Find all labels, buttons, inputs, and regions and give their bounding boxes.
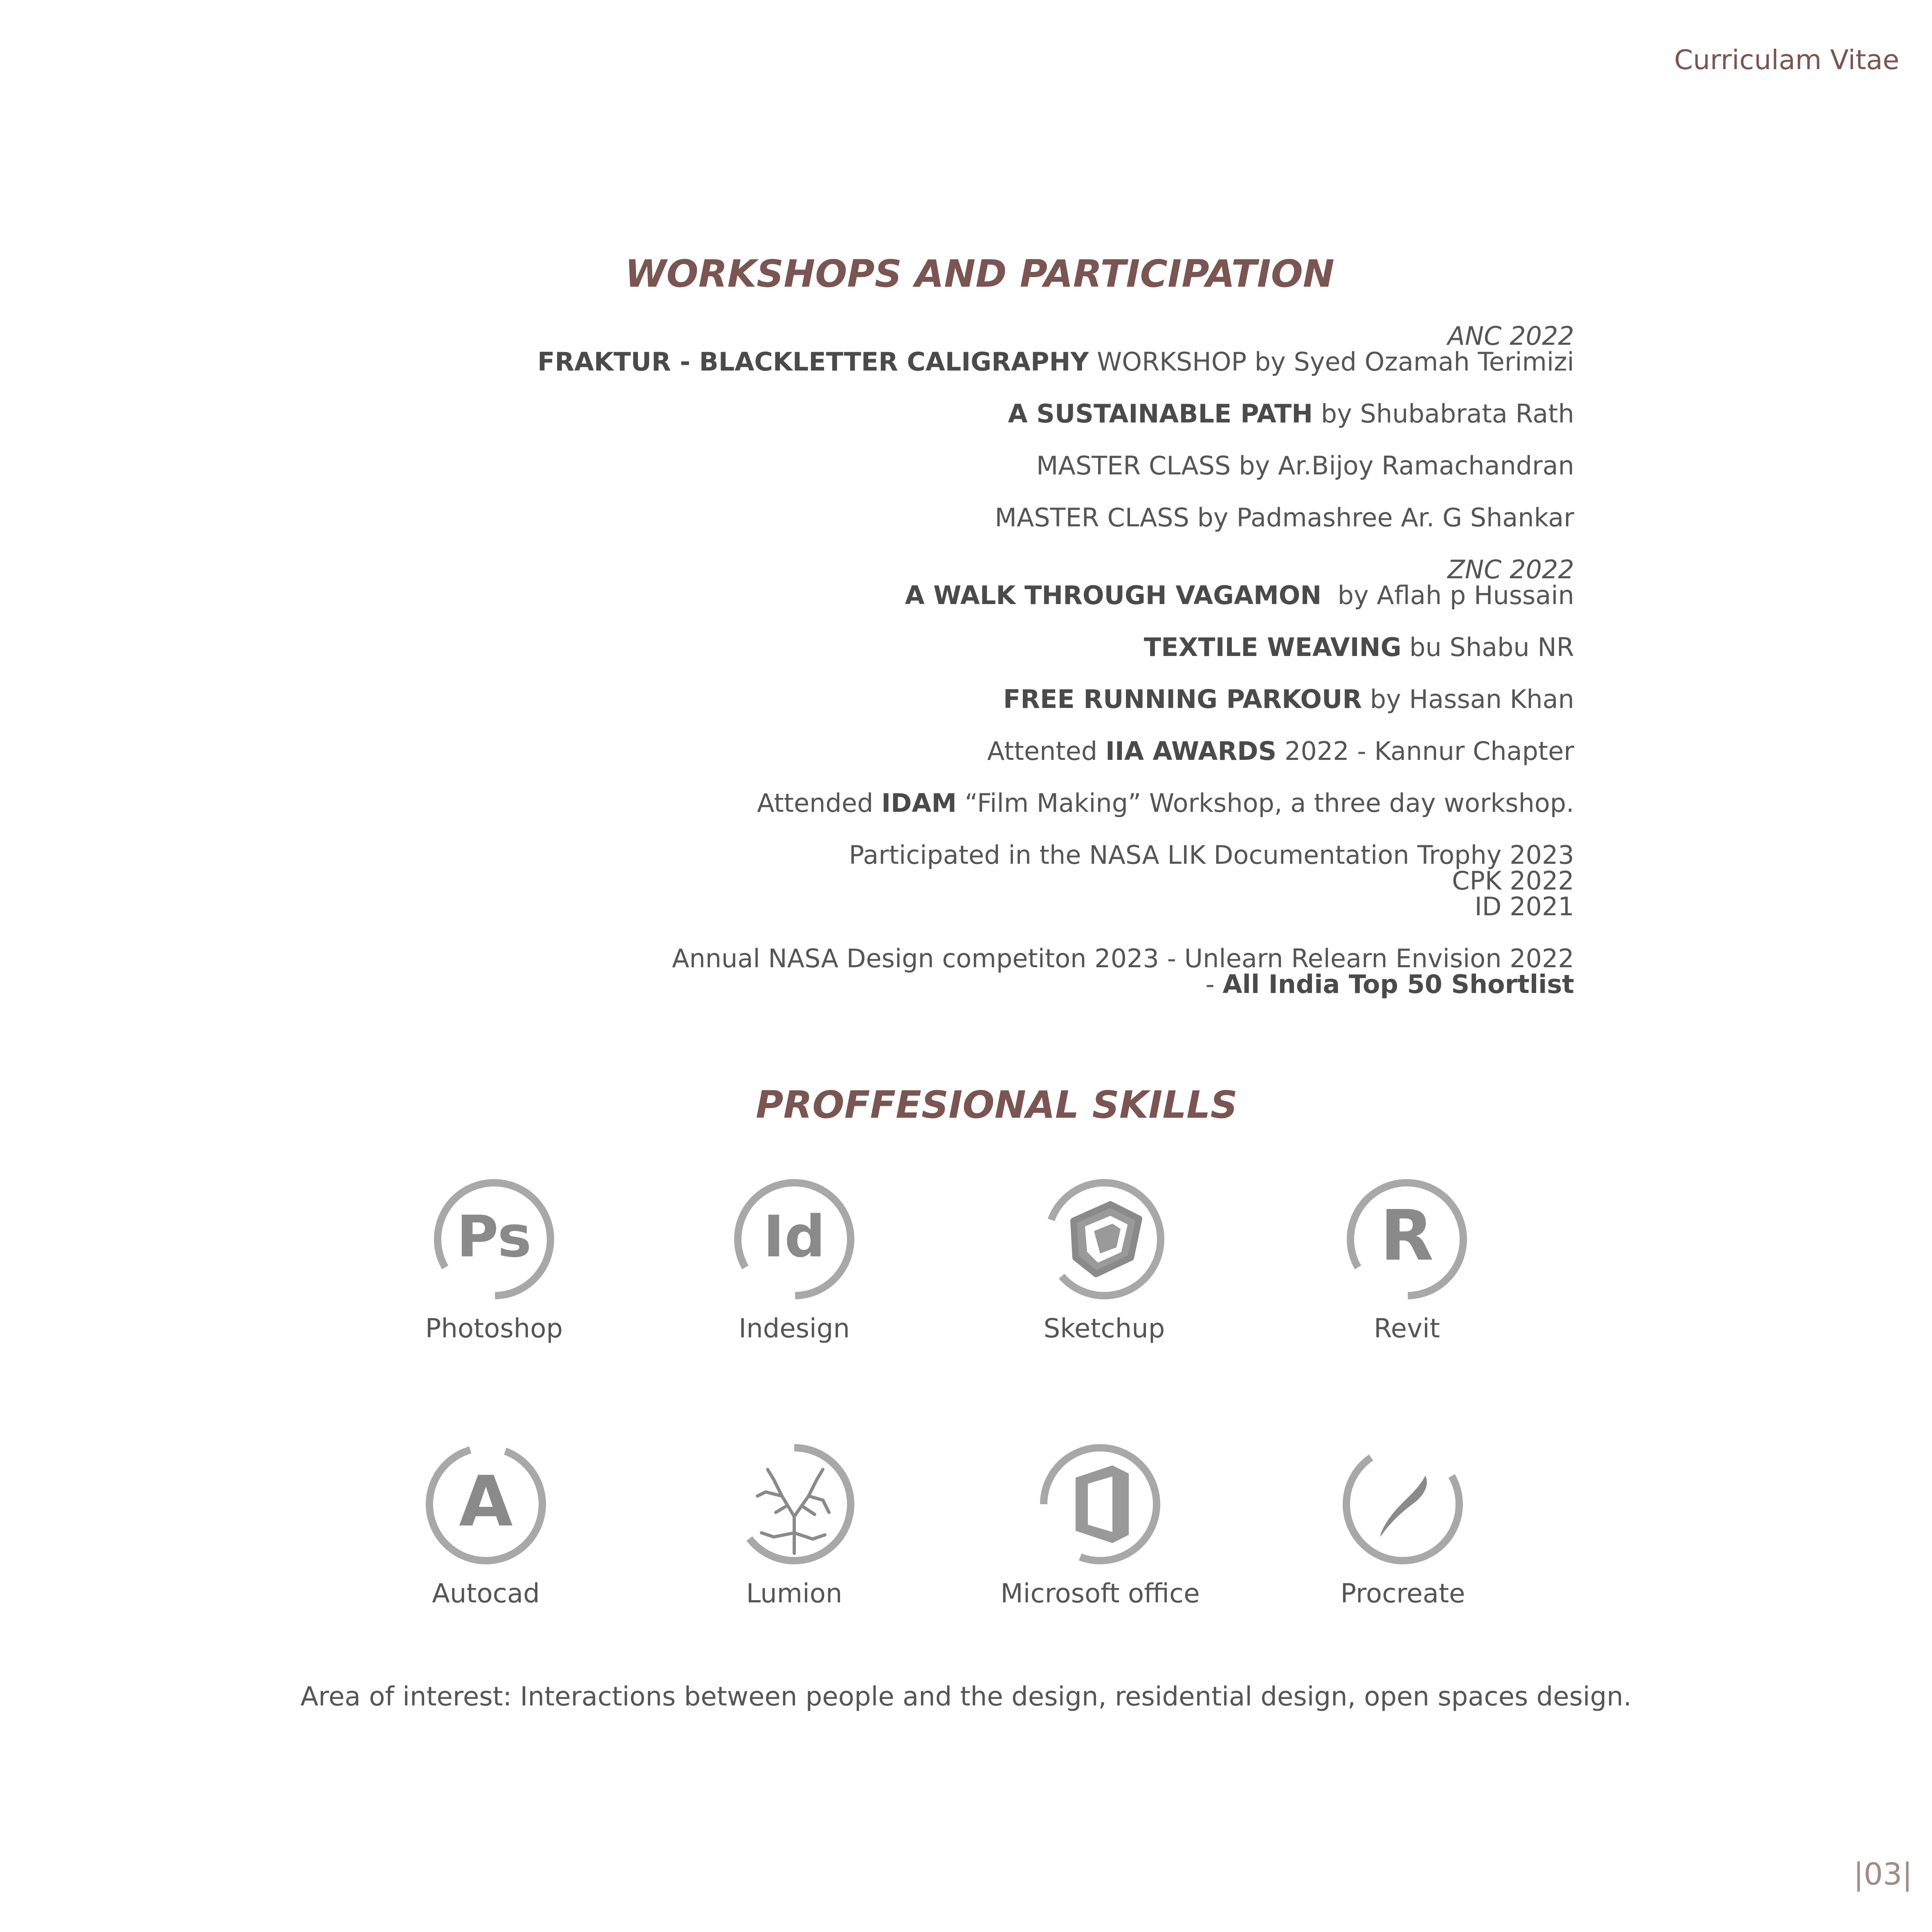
sketchup-icon xyxy=(1035,1170,1174,1309)
skill-autocad xyxy=(359,1435,613,1609)
workshop-entry-text: Annual NASA Design competiton 2023 - Unlearn Relearn Envision 2022 xyxy=(672,944,1574,973)
indesign-glyph: Id xyxy=(763,1204,826,1270)
skill-microsoft-office xyxy=(973,1435,1227,1609)
workshop-entry-bold: A WALK THROUGH VAGAMON xyxy=(905,580,1322,610)
workshop-entry-text: - xyxy=(1205,969,1223,999)
skill-photoshop xyxy=(367,1170,621,1344)
revit-glyph: R xyxy=(1380,1195,1434,1276)
skill-indesign xyxy=(667,1170,921,1344)
workshop-entry-bold: IDAM xyxy=(881,788,957,818)
workshop-entry-text: ID 2021 xyxy=(1474,892,1574,921)
workshop-entry-text: WORKSHOP by Syed Ozamah Terimizi xyxy=(1089,347,1574,377)
workshop-entry-text: CPK 2022 xyxy=(1452,866,1574,896)
skill-label: Sketchup xyxy=(1043,1314,1165,1344)
area-of-interest: Area of interest: Interactions between people and the design, residential design, open spaces design. xyxy=(300,1682,1632,1712)
workshop-entry-bold: A SUSTAINABLE PATH xyxy=(1008,399,1313,429)
photoshop-icon xyxy=(425,1170,564,1309)
workshop-entry-text: Attended xyxy=(757,788,881,818)
skill-label: Photoshop xyxy=(425,1314,563,1344)
skill-label: Revit xyxy=(1374,1314,1440,1344)
workshop-entry-bold: FREE RUNNING PARKOUR xyxy=(1003,684,1362,714)
workshop-entry-text: MASTER CLASS by Padmashree Ar. G Shankar xyxy=(995,503,1574,532)
microsoft-office-icon xyxy=(1031,1435,1170,1574)
workshop-entry-text: by Shubabrata Rath xyxy=(1313,399,1574,429)
workshop-entry-bold: TEXTILE WEAVING xyxy=(1143,632,1402,662)
skill-label: Lumion xyxy=(746,1579,842,1609)
workshop-entry-text: Participated in the NASA LIK Documentation Trophy 2023 xyxy=(849,840,1574,870)
workshop-entry-bold: All India Top 50 Shortlist xyxy=(1222,969,1574,999)
autocad-icon xyxy=(416,1435,555,1574)
workshop-entry-text: Attented xyxy=(987,736,1105,766)
workshop-entry-text: ANC 2022 xyxy=(1447,321,1574,351)
skill-label: Microsoft office xyxy=(1000,1579,1200,1609)
workshop-entry-text: bu Shabu NR xyxy=(1401,632,1574,662)
skill-procreate xyxy=(1276,1435,1530,1609)
skill-label: Indesign xyxy=(739,1314,850,1344)
workshop-entry-bold: IIA AWARDS xyxy=(1105,736,1277,766)
workshop-entry-text: by Aflah p Hussain xyxy=(1321,580,1574,610)
skill-lumion xyxy=(667,1435,921,1609)
page-number: |03| xyxy=(1853,1857,1912,1892)
skill-label: Procreate xyxy=(1340,1579,1465,1609)
autocad-glyph: A xyxy=(459,1461,513,1542)
skill-sketchup xyxy=(977,1170,1231,1344)
revit-icon xyxy=(1337,1170,1476,1309)
workshop-entry-text: “Film Making” Workshop, a three day workshop. xyxy=(957,788,1574,818)
procreate-icon xyxy=(1333,1435,1472,1574)
workshop-entry-text: by Hassan Khan xyxy=(1362,684,1574,714)
indesign-icon xyxy=(725,1170,864,1309)
lumion-icon xyxy=(725,1435,864,1574)
workshop-entry-text: MASTER CLASS by Ar.Bijoy Ramachandran xyxy=(1036,451,1574,481)
workshops-heading: WORKSHOPS AND PARTICIPATION xyxy=(625,252,1334,296)
document-title: Curriculam Vitae xyxy=(1674,44,1899,76)
workshop-entry-text: 2022 - Kannur Chapter xyxy=(1276,736,1574,766)
workshop-entry-text: ZNC 2022 xyxy=(1447,555,1574,584)
skill-label: Autocad xyxy=(432,1579,540,1609)
workshop-entry-bold: FRAKTUR - BLACKLETTER CALIGRAPHY xyxy=(537,347,1089,377)
skill-revit xyxy=(1280,1170,1534,1344)
skills-heading: PROFFESIONAL SKILLS xyxy=(756,1083,1238,1127)
photoshop-glyph: Ps xyxy=(456,1204,532,1270)
